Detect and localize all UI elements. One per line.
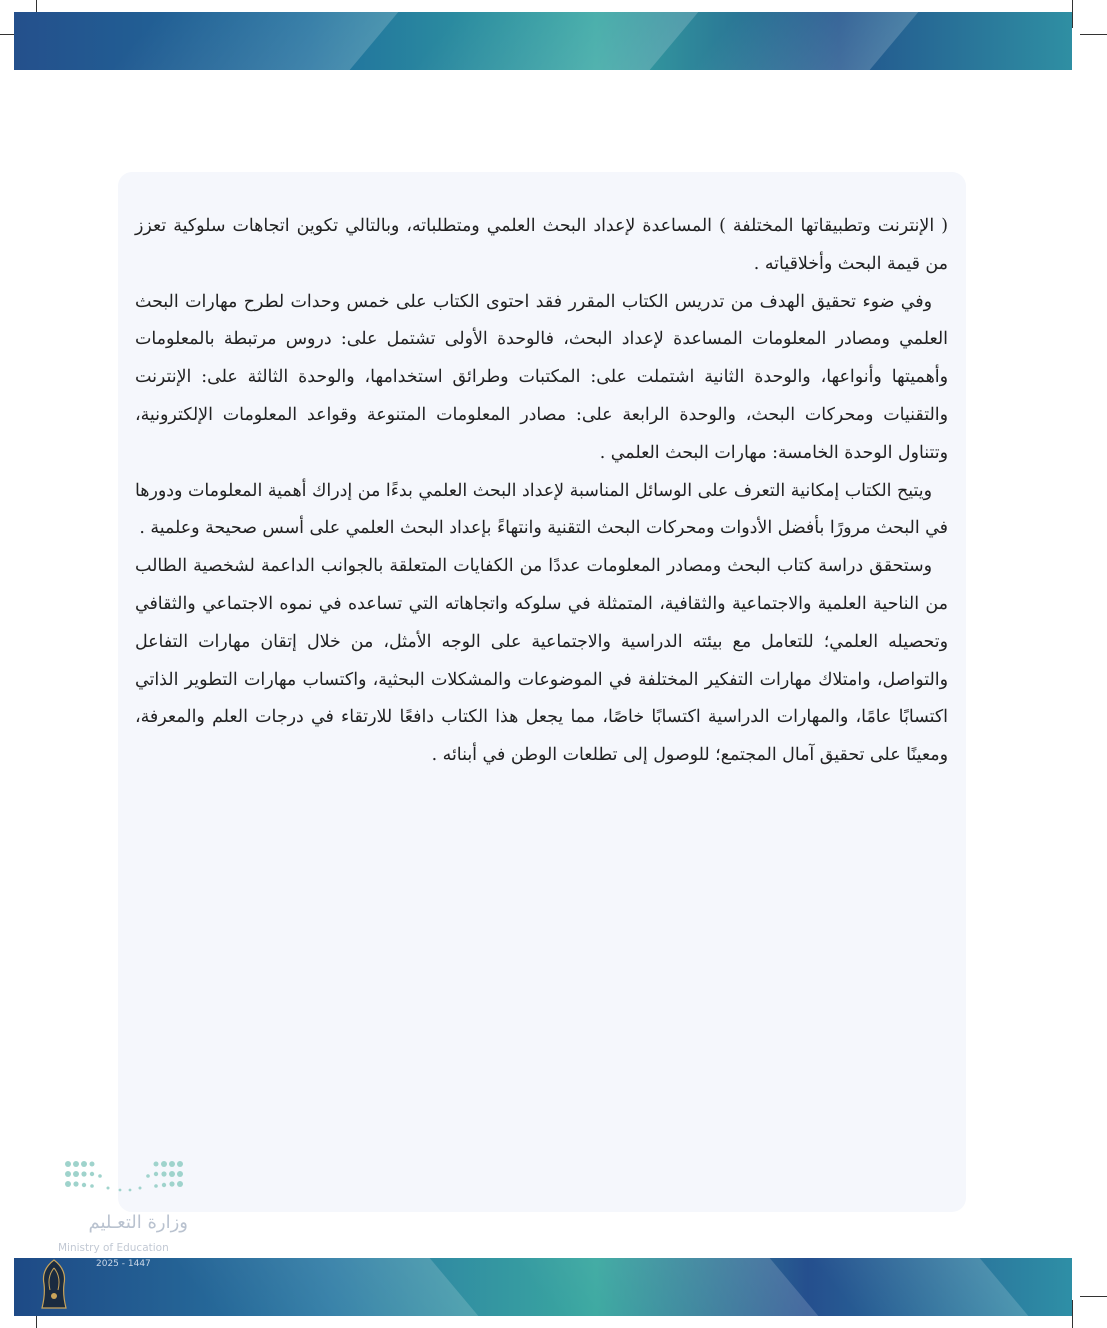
- edition-year: 2025 - 1447: [96, 1259, 151, 1269]
- crop-mark: [1072, 1300, 1073, 1328]
- paragraph: وستحقق دراسة كتاب البحث ومصادر المعلومات عددًا من الكفايات المتعلقة بالجوانب الداعمة لشخصية الطالب من الناحية العلمية والاجتماعية والثقافية، المتمثلة في سلوكه واتجاهاته التي تساعده في نموه الاجتماعي والثقافي وتحصيله العلمي؛ للتعامل مع بيئته الدراسية والاجتماعية على الوجه الأمثل، من خلال إتقان مهارات التفاعل والتواصل، وامتلاك مهارات التفكير المختلفة في الموضوعات والمشكلات البحثية، واكتساب مهارات التطوير الذاتي اكتسابًا عامًا، والمهارات الدراسية اكتسابًا خاصًا، مما يجعل هذا الكتاب دافعًا للارتقاء في درجات العلم والمعرفة، ومعينًا على تحقيق آمال المجتمع؛ للوصول إلى تطلعات الوطن في أبنائه .: [135, 556, 948, 766]
- paragraph: ( الإنترنت وتطبيقاتها المختلفة ) المساعدة لإعداد البحث العلمي ومتطلباته، وبالتالي تكوين اتجاهات سلوكية تعزز من قيمة البحث وأخلاقياته .: [135, 216, 948, 274]
- ministry-dots-icon: [58, 1156, 193, 1200]
- paragraph: ويتيح الكتاب إمكانية التعرف على الوسائل المناسبة لإعداد البحث العلمي بدءًا من إدراك أهمية المعلومات ودورها في البحث مرورًا بأفضل الأدوات ومحركات البحث التقنية وانتهاءً بإعداد البحث العلمي على أسس صحيحة وعلمية .: [135, 480, 948, 539]
- crop-mark: [1072, 0, 1073, 28]
- crop-mark: [1080, 1296, 1107, 1297]
- footer-band: [14, 1258, 1072, 1316]
- ministry-name-english: Ministry of Education: [58, 1242, 169, 1254]
- emblem-icon: [40, 1258, 68, 1310]
- header-band: [14, 12, 1072, 70]
- page-content: [135, 208, 948, 775]
- paragraph: وفي ضوء تحقيق الهدف من تدريس الكتاب المقرر فقد احتوى الكتاب على خمس وحدات لطرح مهارات البحث العلمي ومصادر المعلومات المساعدة لإعداد البحث، فالوحدة الأولى تشتمل على: دروس مرتبطة بالمعلومات وأهميتها وأنواعها، والوحدة الثانية اشتملت على: المكتبات وطرائق استخدامها، والوحدة الثالثة على: الإنترنت والتقنيات ومحركات البحث، والوحدة الرابعة على: مصادر المعلومات المتنوعة وقواعد المعلومات الإلكترونية، وتتناول الوحدة الخامسة: مهارات البحث العلمي .: [135, 291, 948, 463]
- crop-mark: [1080, 34, 1107, 35]
- ministry-logo: [54, 1156, 204, 1256]
- ministry-name-arabic: وزارة التعـليم: [88, 1212, 188, 1233]
